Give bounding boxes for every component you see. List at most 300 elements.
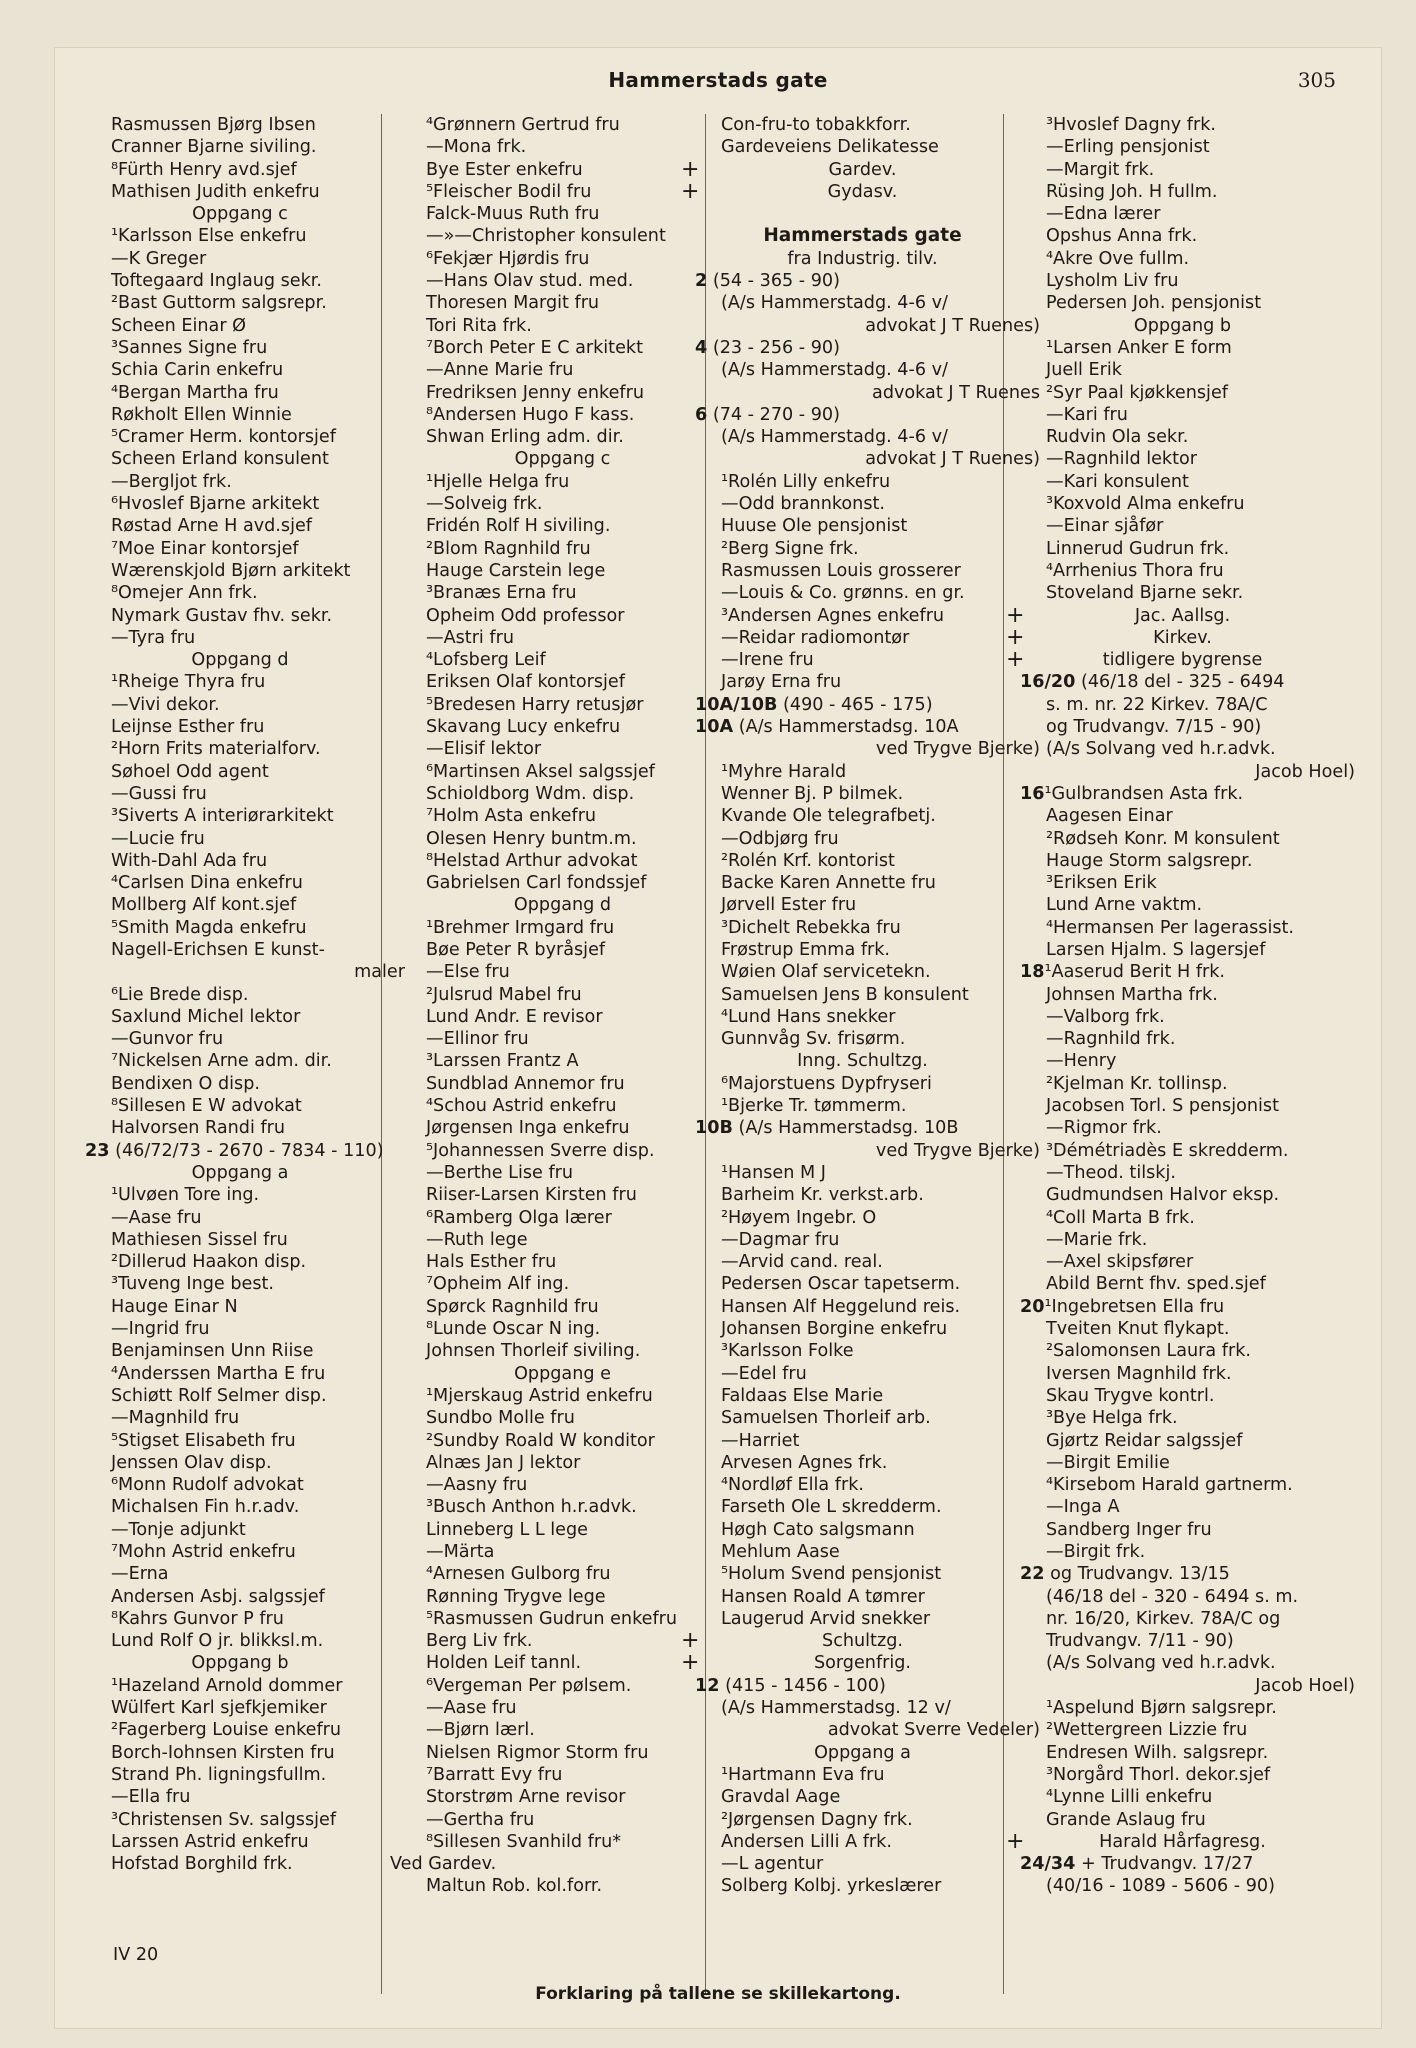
entry-text: Arvesen Agnes frk.: [721, 1452, 888, 1473]
entry-text: Andersen Asbj. salgssjef: [111, 1586, 325, 1607]
directory-entry: [75, 560, 405, 582]
entry-text: advokat Sverre Vedeler): [827, 1720, 1040, 1741]
section-heading: [390, 894, 735, 916]
entry-text: Michalsen Fin h.r.adv.: [111, 1497, 300, 1518]
entry-text: ⁴Akre Ove fullm.: [1046, 248, 1190, 269]
entry-text: Sundblad Annemor fru: [426, 1073, 625, 1094]
entry-text: ⁴Arrhenius Thora fru: [1046, 560, 1224, 581]
directory-entry: [1010, 1519, 1355, 1541]
entry-text: Fredriksen Jenny enkefru: [426, 382, 644, 403]
directory-entry: [390, 515, 735, 537]
entry-text: Faldaas Else Marie: [721, 1385, 884, 1406]
entry-text: ⁷Borch Peter E C arkitekt: [426, 337, 643, 358]
directory-entry: [390, 1541, 735, 1563]
directory-entry: [685, 671, 1040, 693]
entry-text: ²Dillerud Haakon disp.: [111, 1252, 307, 1273]
entry-text: (A/s Hammerstadg. 4-6 v/: [721, 360, 948, 381]
entry-text: Jarøy Erna fru: [721, 672, 842, 693]
directory-entry: [75, 1207, 405, 1229]
directory-entry: [1010, 248, 1355, 270]
directory-entry: [1010, 716, 1355, 738]
entry-text: Scheen Einar Ø: [111, 315, 246, 336]
entry-text: ⁵Johannessen Sverre disp.: [426, 1140, 655, 1161]
directory-entry: [1010, 181, 1355, 203]
entry-text: ³Bye Helga frk.: [1046, 1408, 1178, 1429]
directory-entry: [390, 1786, 735, 1808]
directory-entry: [1010, 1608, 1355, 1630]
entry-text: Samuelsen Jens B konsulent: [721, 984, 969, 1005]
entry-text: ³Hvoslef Dagny frk.: [1046, 115, 1216, 135]
entry-text: ³Siverts A interiørarkitekt: [111, 806, 334, 827]
entry-text: ³Branæs Erna fru: [426, 583, 577, 604]
directory-entry: [1010, 582, 1355, 604]
directory-entry: [1010, 1162, 1355, 1184]
directory-entry: [75, 493, 405, 515]
directory-entry: [390, 1586, 735, 1608]
directory-entry: [75, 538, 405, 560]
directory-entry: [390, 1095, 735, 1117]
directory-entry: [390, 1117, 735, 1139]
entry-text: Pedersen Joh. pensjonist: [1046, 293, 1262, 314]
directory-entry: [390, 560, 735, 582]
entry-text: Lund Arne vaktm.: [1046, 895, 1203, 916]
entry-text: Nymark Gustav fhv. sekr.: [111, 605, 333, 626]
entry-text: ³Norgård Thorl. dekor.sjef: [1046, 1764, 1271, 1785]
entry-text: Hansen Roald A tømrer: [721, 1586, 925, 1607]
directory-entry: [685, 1095, 1040, 1117]
directory-entry: [75, 1363, 405, 1385]
directory-entry: [685, 1809, 1040, 1831]
entry-text: (A/s Solvang ved h.r.advk.: [1046, 1653, 1276, 1674]
entry-text: —Else fru: [426, 962, 510, 983]
entry-text: Jørgensen Inga enkefru: [426, 1118, 630, 1139]
entry-text: Strand Ph. ligningsfullm.: [111, 1764, 327, 1785]
entry-text: ⁴Grønnern Gertrud fru: [426, 115, 620, 135]
street-crossing-icon: +: [1006, 624, 1025, 650]
entry-text: Skavang Lucy enkefru: [426, 717, 621, 738]
entry-text: Mehlum Aase: [721, 1542, 840, 1562]
directory-entry: [1010, 1786, 1355, 1808]
street-crossing-icon: +: [681, 178, 700, 204]
entry-text: —Tyra fru: [111, 627, 196, 648]
entry-text: Larssen Astrid enkefru: [111, 1831, 309, 1852]
entry-text: —Gunvor fru: [111, 1029, 224, 1050]
directory-entry: [390, 404, 735, 426]
directory-entry: [685, 337, 1040, 359]
entry-text: Trudvangv. 7/11 - 90): [1046, 1631, 1234, 1652]
directory-entry: [390, 961, 735, 983]
directory-entry: [390, 493, 735, 515]
directory-entry: [75, 1407, 405, 1429]
entry-text: —Arvid cand. real.: [721, 1252, 883, 1273]
directory-entry: [1010, 1073, 1355, 1095]
entry-text: ¹Myhre Harald: [721, 761, 847, 782]
directory-entry: [685, 1207, 1040, 1229]
entry-text: ³Busch Anthon h.r.advk.: [426, 1497, 637, 1518]
directory-entry: [685, 538, 1040, 560]
directory-entry: [685, 1430, 1040, 1452]
entry-text: —Erna: [111, 1564, 169, 1585]
volume-mark: IV 20: [113, 1945, 159, 1965]
entry-text: —Lucie fru: [111, 828, 205, 849]
entry-text: 24/34 + Trudvangv. 17/27: [1020, 1854, 1254, 1875]
entry-text: ²Jørgensen Dagny frk.: [721, 1809, 913, 1830]
entry-text: ved Trygve Bjerke): [875, 739, 1040, 760]
entry-text: ⁷Moe Einar kontorsjef: [111, 538, 299, 559]
entry-text: —Bergljot frk.: [111, 471, 232, 492]
entry-text: —Rigmor frk.: [1046, 1118, 1162, 1139]
directory-entry: [685, 1853, 1040, 1875]
directory-entry: [75, 270, 405, 292]
directory-entry: [1010, 538, 1355, 560]
directory-entry: [685, 404, 1040, 426]
directory-entry: [1010, 1630, 1355, 1652]
directory-entry: [1010, 1117, 1355, 1139]
entry-text: ⁴Lund Hans snekker: [721, 1006, 896, 1027]
entry-text: Bendixen O disp.: [111, 1073, 260, 1094]
entry-text: —Ruth lege: [426, 1229, 528, 1250]
entry-text: Oppgang b: [1133, 315, 1232, 336]
directory-entry: [390, 805, 735, 827]
section-heading: [75, 203, 405, 225]
directory-entry: [1010, 738, 1355, 760]
entry-text: —Edel fru: [721, 1363, 807, 1384]
entry-text: Jac. Aallsg.: [1134, 605, 1231, 626]
directory-entry: [685, 1786, 1040, 1808]
entry-text: —Gertha fru: [426, 1809, 535, 1830]
directory-entry: [75, 382, 405, 404]
entry-text: Hammerstads gate: [763, 225, 962, 247]
directory-entry: [1010, 783, 1355, 805]
directory-entry: [1010, 1028, 1355, 1050]
directory-entry: [390, 1184, 735, 1206]
entry-text: ⁸Sillesen Svanhild fru*: [426, 1831, 622, 1852]
entry-text: —Valborg frk.: [1046, 1006, 1165, 1027]
directory-entry: [1010, 671, 1355, 693]
entry-text: Lysholm Liv fru: [1046, 271, 1179, 292]
entry-text: Olesen Henry buntm.m.: [426, 828, 637, 849]
directory-entry: [75, 1742, 405, 1764]
directory-entry: [390, 1764, 735, 1786]
directory-entry: [75, 292, 405, 314]
street-crossing-icon: +: [1006, 647, 1025, 673]
directory-entry: [75, 961, 405, 983]
directory-entry: [1010, 1875, 1355, 1897]
entry-text: ³Tuveng Inge best.: [111, 1274, 274, 1295]
entry-text: ²Rødseh Konr. M konsulent: [1046, 828, 1280, 849]
directory-entry: [75, 1809, 405, 1831]
entry-text: Gravdal Aage: [721, 1787, 841, 1808]
directory-entry: [75, 1296, 405, 1318]
entry-text: Schiøtt Rolf Selmer disp.: [111, 1385, 327, 1406]
entry-text: Høgh Cato salgsmann: [721, 1519, 915, 1540]
entry-text: Kvande Ole telegrafbetj.: [721, 806, 936, 827]
directory-entry: [685, 1363, 1040, 1385]
directory-entry: [1010, 1586, 1355, 1608]
entry-text: Scheen Erland konsulent: [111, 449, 329, 470]
directory-entry: [1010, 961, 1355, 983]
entry-text: Rüsing Joh. H fullm.: [1046, 181, 1218, 202]
directory-entry: [685, 738, 1040, 760]
directory-entry: [685, 1140, 1040, 1162]
entry-text: s. m. nr. 22 Kirkev. 78A/C: [1046, 694, 1268, 715]
entry-text: Schioldborg Wdm. disp.: [426, 783, 635, 804]
entry-text: Hauge Carstein lege: [426, 560, 606, 581]
entry-text: Opshus Anna frk.: [1046, 226, 1198, 247]
directory-entry: [75, 181, 405, 203]
directory-entry: [390, 627, 735, 649]
directory-entry: [1010, 1050, 1355, 1072]
entry-text: (A/s Solvang ved h.r.advk.: [1046, 739, 1276, 760]
directory-entry: [75, 515, 405, 537]
section-heading: [681, 178, 1040, 204]
entry-text: Frøstrup Emma frk.: [721, 939, 891, 960]
entry-text: ⁴Kirsebom Harald gartnerm.: [1046, 1475, 1293, 1496]
entry-text: Gardev.: [828, 159, 897, 180]
directory-entry: [390, 716, 735, 738]
directory-entry: [1010, 515, 1355, 537]
directory-entry: [1010, 1184, 1355, 1206]
directory-entry: [75, 1340, 405, 1362]
directory-entry: [685, 1318, 1040, 1340]
entry-text: Oppgang c: [514, 449, 611, 470]
entry-text: ⁴Arnesen Gulborg fru: [426, 1564, 611, 1585]
directory-entry: [685, 1452, 1040, 1474]
entry-text: Benjaminsen Unn Riise: [111, 1341, 314, 1362]
entry-text: Spørck Ragnhild fru: [426, 1296, 599, 1317]
directory-entry: [75, 1318, 405, 1340]
entry-text: Laugerud Arvid snekker: [721, 1608, 931, 1629]
entry-text: 20¹Ingebretsen Ella fru: [1020, 1296, 1225, 1317]
entry-text: ⁶Hvoslef Bjarne arkitekt: [111, 494, 320, 515]
page-title: Hammerstads gate: [608, 68, 828, 92]
directory-entry: [390, 359, 735, 381]
directory-entry: [1010, 1541, 1355, 1563]
entry-text: Wærenskjold Bjørn arkitekt: [111, 560, 351, 581]
entry-text: ⁵Holum Svend pensjonist: [721, 1564, 942, 1585]
directory-entry: [1010, 1853, 1355, 1875]
directory-entry: [685, 448, 1040, 470]
directory-entry: [75, 1251, 405, 1273]
street-crossing-icon: +: [681, 1628, 700, 1654]
directory-entry: [75, 248, 405, 270]
entry-text: ⁶Ramberg Olga lærer: [426, 1207, 612, 1228]
directory-entry: [685, 894, 1040, 916]
entry-text: Oppgang a: [191, 1162, 289, 1183]
directory-entry: [685, 716, 1040, 738]
entry-text: (A/s Hammerstadsg. 12 v/: [721, 1698, 951, 1719]
directory-entry: [390, 1229, 735, 1251]
directory-entry: [685, 1028, 1040, 1050]
directory-entry: [390, 649, 735, 671]
entry-text: ⁶Vergeman Per pølsem.: [426, 1675, 632, 1696]
directory-entry: [390, 114, 735, 136]
entry-text: ¹Rheige Thyra fru: [111, 672, 266, 693]
entry-text: ²Wettergreen Lizzie fru: [1046, 1720, 1248, 1741]
entry-text: Juell Erik: [1046, 360, 1122, 381]
entry-text: ²Kjelman Kr. tollinsp.: [1046, 1073, 1228, 1094]
directory-entry: [685, 624, 1040, 650]
entry-text: ⁴Anderssen Martha E fru: [111, 1363, 326, 1384]
entry-text: —Odbjørg fru: [721, 828, 839, 849]
directory-entry: [75, 716, 405, 738]
directory-entry: [75, 1853, 405, 1875]
entry-text: ⁸Lunde Oscar N ing.: [426, 1319, 601, 1340]
directory-entry: [390, 1296, 735, 1318]
directory-entry: [75, 1831, 405, 1853]
column-3: [681, 114, 1040, 1898]
directory-entry: [1010, 560, 1355, 582]
entry-text: Røstad Arne H avd.sjef: [111, 516, 312, 537]
entry-text: ³Larssen Frantz A: [426, 1051, 579, 1072]
directory-entry: [390, 917, 735, 939]
entry-text: maler: [354, 962, 405, 983]
directory-entry: [685, 1006, 1040, 1028]
directory-entry: [685, 1162, 1040, 1184]
entry-text: 22 og Trudvangv. 13/15: [1020, 1564, 1230, 1585]
entry-text: Oppgang e: [514, 1363, 611, 1384]
directory-entry: [1010, 1251, 1355, 1273]
entry-text: —Einar sjåfør: [1046, 516, 1164, 537]
entry-text: 10A/10B (490 - 465 - 175): [695, 694, 933, 715]
directory-entry: [75, 1273, 405, 1295]
directory-entry: [1010, 1742, 1355, 1764]
entry-text: Johnsen Martha frk.: [1046, 984, 1218, 1005]
entry-text: Riiser-Larsen Kirsten fru: [426, 1185, 637, 1206]
entry-text: With-Dahl Ada fru: [111, 850, 268, 871]
directory-entry: [685, 1875, 1040, 1897]
entry-text: ²Rolén Krf. kontorist: [721, 850, 895, 871]
entry-text: Cranner Bjarne siviling.: [111, 137, 317, 158]
entry-text: 10B (A/s Hammerstadsg. 10B: [695, 1118, 959, 1139]
entry-text: Rudvin Ola sekr.: [1046, 427, 1189, 448]
entry-text: ⁶Majorstuens Dypfryseri: [721, 1073, 932, 1094]
street-crossing-icon: +: [681, 1650, 700, 1676]
directory-entry: [75, 894, 405, 916]
entry-text: ⁴Lynne Lilli enkefru: [1046, 1787, 1213, 1808]
entry-text: Eriksen Olaf kontorsjef: [426, 672, 625, 693]
entry-text: ⁶Martinsen Aksel salgssjef: [426, 761, 655, 782]
directory-entry: [390, 270, 735, 292]
directory-entry: [75, 738, 405, 760]
entry-text: Linnerud Gudrun frk.: [1046, 538, 1230, 559]
directory-entry: [390, 1875, 735, 1897]
directory-entry: [75, 337, 405, 359]
section-heading: [1006, 602, 1355, 628]
entry-text: —Aasny fru: [426, 1475, 528, 1496]
directory-entry: [390, 1340, 735, 1362]
directory-entry: [390, 605, 735, 627]
entry-text: Gabrielsen Carl fondssjef: [426, 873, 647, 894]
entry-text: Abild Bernt fhv. sped.sjef: [1046, 1274, 1266, 1295]
directory-entry: [1010, 1340, 1355, 1362]
entry-text: ¹Hansen M J: [721, 1162, 826, 1183]
directory-entry: [1010, 1140, 1355, 1162]
entry-text: ²Syr Paal kjøkkensjef: [1046, 382, 1228, 403]
entry-text: Hals Esther fru: [426, 1252, 557, 1273]
entry-text: Ved Gardev.: [390, 1854, 497, 1875]
directory-entry: [685, 1385, 1040, 1407]
entry-text: ³Démétriadès E skredderm.: [1046, 1140, 1289, 1161]
entry-text: Inng. Schultzg.: [797, 1051, 928, 1072]
directory-entry: [390, 1385, 735, 1407]
entry-text: (46/18 del - 320 - 6494 s. m.: [1046, 1586, 1299, 1607]
directory-entry: [1010, 1229, 1355, 1251]
directory-entry: [1010, 984, 1355, 1006]
directory-entry: [75, 448, 405, 470]
entry-text: Gunnvåg Sv. frisørm.: [721, 1029, 906, 1050]
entry-text: ¹Bjerke Tr. tømmerm.: [721, 1096, 907, 1117]
directory-entry: [685, 515, 1040, 537]
entry-text: Falck-Muus Ruth fru: [426, 204, 600, 225]
entry-text: Barheim Kr. verkst.arb.: [721, 1185, 924, 1206]
entry-text: Larsen Hjalm. S lagersjef: [1046, 939, 1266, 960]
directory-entry: [75, 917, 405, 939]
entry-text: ⁸Helstad Arthur advokat: [426, 850, 638, 871]
entry-text: Endresen Wilh. salgsrepr.: [1046, 1742, 1269, 1763]
entry-text: —Hans Olav stud. med.: [426, 271, 634, 292]
entry-text: Samuelsen Thorleif arb.: [721, 1408, 931, 1429]
directory-entry: [75, 1006, 405, 1028]
directory-entry: [1010, 1764, 1355, 1786]
directory-entry: [685, 649, 1040, 671]
directory-entry: [1010, 382, 1355, 404]
directory-entry: [390, 1608, 735, 1630]
directory-entry: [390, 538, 735, 560]
entry-text: Gydasv.: [827, 181, 898, 202]
entry-text: —Edna lærer: [1046, 204, 1161, 225]
entry-text: Gudmundsen Halvor eksp.: [1046, 1185, 1280, 1206]
directory-entry: [1010, 136, 1355, 158]
directory-entry: [685, 1586, 1040, 1608]
entry-text: ⁵Bredesen Harry retusjør: [426, 694, 644, 715]
entry-text: —Kari fru: [1046, 404, 1128, 425]
directory-entry: [75, 939, 405, 961]
directory-entry: [75, 694, 405, 716]
directory-entry: [685, 292, 1040, 314]
directory-entry: [75, 1095, 405, 1117]
entry-text: —Henry: [1046, 1051, 1117, 1072]
entry-text: Sandberg Inger fru: [1046, 1519, 1212, 1540]
directory-entry: [1010, 1652, 1355, 1674]
directory-entry: [1010, 917, 1355, 939]
directory-entry: [685, 1496, 1040, 1518]
entry-text: ved Trygve Bjerke): [875, 1140, 1040, 1161]
entry-text: Søhoel Odd agent: [111, 761, 269, 782]
entry-text: Gardeveiens Delikatesse: [721, 137, 939, 158]
directory-entry: [75, 1786, 405, 1808]
entry-text: Rasmussen Louis grosserer: [721, 560, 961, 581]
directory-entry: [1010, 404, 1355, 426]
entry-text: ²Salomonsen Laura frk.: [1046, 1341, 1251, 1362]
entry-text: Andersen Lilli A frk.: [721, 1831, 892, 1852]
entry-text: ⁴Carlsen Dina enkefru: [111, 873, 303, 894]
directory-entry: [1010, 1363, 1355, 1385]
section-heading: [390, 448, 735, 470]
directory-entry: [685, 1474, 1040, 1496]
entry-text: ³Christensen Sv. salgssjef: [111, 1809, 337, 1830]
directory-entry: [1010, 1407, 1355, 1429]
directory-entry: [685, 1073, 1040, 1095]
directory-entry: [685, 805, 1040, 827]
directory-entry: [1010, 114, 1355, 136]
directory-entry: [390, 1407, 735, 1429]
directory-entry: [685, 114, 1040, 136]
entry-text: Holden Leif tannl.: [426, 1653, 582, 1674]
directory-entry: [390, 1853, 735, 1875]
section-heading: [75, 649, 405, 671]
entry-text: og Trudvangv. 7/15 - 90): [1046, 717, 1262, 738]
